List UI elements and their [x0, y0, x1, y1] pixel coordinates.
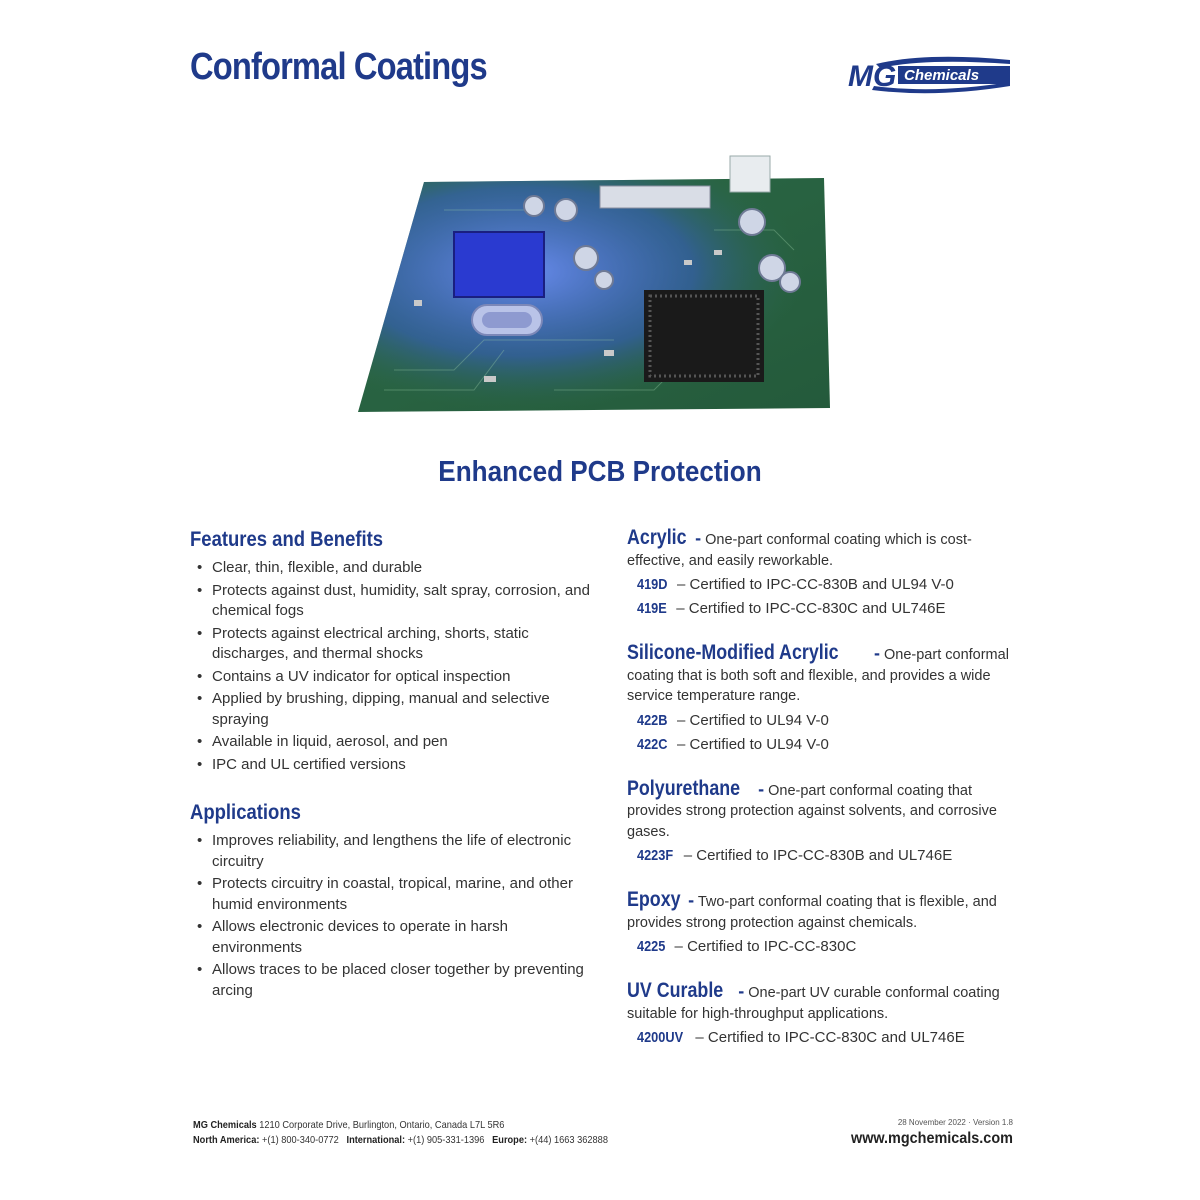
product-name: Polyurethane — [627, 776, 741, 800]
cert-text: Certified to IPC-CC-830B and UL94 V-0 — [689, 576, 954, 593]
cert-code: 419D — [637, 576, 668, 593]
product-silicone-modified-acrylic — [627, 643, 1017, 755]
product-name: UV Curable — [627, 979, 724, 1002]
list-item: • Applied by brushing, dipping, manual and selective spraying — [190, 689, 590, 730]
applications-heading: Applications — [190, 801, 301, 824]
applications-list — [190, 831, 590, 1001]
product-text: Silicone-Modified Acrylic - One-part conformal coating that is both soft and flexible, and provides a wide service temperature range. — [627, 641, 1009, 704]
footer-company: MG Chemicals — [193, 1119, 257, 1131]
right-column — [627, 528, 1017, 1072]
cert-row: 422B – Certified to UL94 V-0 — [637, 711, 829, 729]
cert-code: 419E — [637, 600, 667, 617]
left-column — [190, 528, 590, 1003]
product-name: Silicone-Modified Acrylic — [627, 641, 839, 664]
product-description: Two-part conformal coating that is flexible, and provides strong protection against chemicals. — [627, 894, 997, 931]
logo-chemicals-text: Chemicals — [904, 67, 980, 84]
cert-row: 4225 – Certified to IPC-CC-830C — [637, 938, 857, 955]
product-description: One-part conformal coating that is both soft and flexible, and provides a wide service temperature range. — [627, 647, 1009, 704]
cert-row: 4200UV – Certified to IPC-CC-830C and UL746E — [637, 1029, 965, 1046]
footer-address-row — [193, 1118, 915, 1133]
footer-intl-label: International: — [346, 1134, 406, 1146]
cert-text: Certified to IPC-CC-830C and UL746E — [688, 600, 946, 617]
product-name: Epoxy — [627, 888, 681, 911]
product-text: Epoxy - Two-part conformal coating that is flexible, and provides strong protection against chemicals. — [627, 888, 997, 931]
logo-mg-text: MG — [848, 60, 897, 93]
footer-eu-phone: +(44) 1663 362888 — [529, 1134, 608, 1146]
product-polyurethane — [627, 776, 1017, 867]
list-item: • Protects against electrical arching, shorts, static discharges, and thermal shocks — [190, 624, 590, 665]
product-uv-curable — [627, 981, 1017, 1048]
footer-contacts-row — [193, 1133, 915, 1148]
cert-code: 4225 — [637, 938, 666, 955]
cert-code: 422C — [637, 735, 668, 753]
cert-row: 422C – Certified to UL94 V-0 — [637, 735, 829, 753]
cert-code: 422B — [637, 711, 668, 729]
list-item: • IPC and UL certified versions — [190, 755, 590, 776]
list-item: • Protects against dust, humidity, salt spray, corrosion, and chemical fogs — [190, 581, 590, 622]
footer-intl-phone: +(1) 905-331-1396 — [407, 1134, 485, 1146]
cert-text: Certified to UL94 V-0 — [689, 735, 829, 753]
footer-na-label: North America: — [193, 1134, 260, 1146]
mg-chemicals-logo — [846, 50, 1012, 100]
chip-black-qfp — [644, 290, 764, 382]
list-item: • Clear, thin, flexible, and durable — [190, 558, 590, 579]
page-title: Conformal Coatings — [190, 46, 487, 88]
list-item: • Contains a UV indicator for optical inspection — [190, 667, 590, 688]
product-epoxy — [627, 890, 1017, 957]
cert-row: 419E – Certified to IPC-CC-830C and UL746E — [637, 600, 946, 617]
cert-text: Certified to IPC-CC-830B and UL746E — [696, 847, 953, 864]
cert-code: 4223F — [637, 847, 674, 864]
product-description: One-part conformal coating that provides strong protection against solvents, and corrosive gases. — [627, 782, 997, 840]
product-name: Acrylic — [627, 526, 687, 549]
features-list — [190, 558, 590, 775]
footer-eu-label: Europe: — [492, 1134, 528, 1146]
list-item: • Improves reliability, and lengthens the life of electronic circuitry — [190, 831, 590, 872]
product-description: One-part conformal coating which is cost-effective, and easily reworkable. — [627, 532, 972, 569]
product-text: Polyurethane - One-part conformal coating that provides strong protection against solvents, and corrosive gases. — [627, 776, 997, 840]
product-acrylic — [627, 528, 1017, 619]
list-item: • Allows electronic devices to operate in harsh environments — [190, 917, 590, 958]
section-subtitle: Enhanced PCB Protection — [438, 456, 762, 488]
cert-text: Certified to IPC-CC-830C and UL746E — [707, 1029, 965, 1046]
document-date: 28 November 2022 · Version 1.8 — [897, 1118, 1013, 1127]
features-section — [190, 528, 590, 775]
footer-address: 1210 Corporate Drive, Burlington, Ontario, Canada L7L 5R6 — [259, 1119, 505, 1131]
crystal-oscillator — [472, 305, 542, 335]
list-item: • Allows traces to be placed closer together by preventing arcing — [190, 960, 590, 1001]
cert-row: 4223F – Certified to IPC-CC-830B and UL746E — [637, 847, 953, 864]
list-item: • Available in liquid, aerosol, and pen — [190, 732, 590, 753]
product-description: One-part UV curable conformal coating suitable for high-throughput applications. — [627, 985, 1000, 1022]
features-heading: Features and Benefits — [190, 528, 384, 551]
applications-section — [190, 801, 590, 1001]
footer — [193, 1118, 1013, 1148]
website-link[interactable]: www.mgchemicals.com — [851, 1130, 1013, 1147]
cert-text: Certified to IPC-CC-830C — [687, 938, 857, 955]
pcb-photo — [354, 150, 834, 420]
chip-blue-square — [454, 232, 544, 297]
product-text: UV Curable - One-part UV curable conformal coating suitable for high-throughput applications. — [627, 979, 1000, 1022]
cert-text: Certified to UL94 V-0 — [689, 711, 829, 729]
cert-code: 4200UV — [637, 1029, 684, 1046]
footer-na-phone: +(1) 800-340-0772 — [261, 1134, 339, 1146]
product-text: Acrylic - One-part conformal coating which is cost-effective, and easily reworkable. — [627, 526, 972, 569]
list-item: • Protects circuitry in coastal, tropical, marine, and other humid environments — [190, 874, 590, 915]
cert-row: 419D – Certified to IPC-CC-830B and UL94 V-0 — [637, 576, 954, 593]
